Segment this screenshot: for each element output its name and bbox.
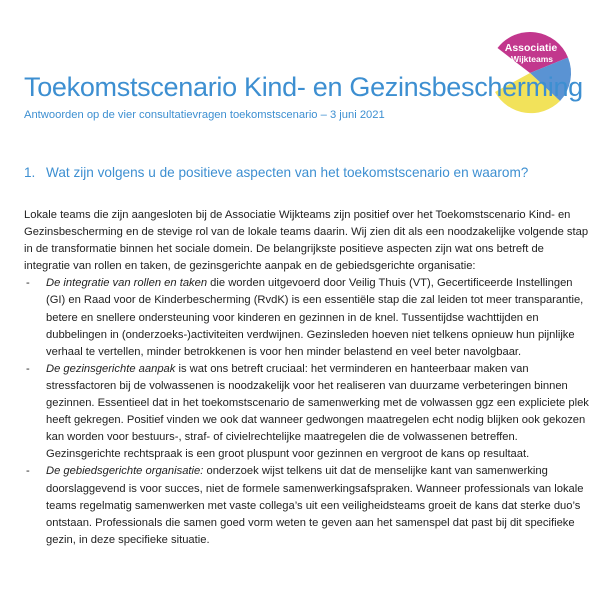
bullet-lead: De gebiedsgerichte organisatie: xyxy=(46,465,204,478)
logo-line-1: Associatie xyxy=(504,42,558,54)
bullet-lead: De gezinsgerichte aanpak xyxy=(46,362,176,375)
section-number: 1. xyxy=(24,165,36,180)
bullet-text: is wat ons betreft cruciaal: het verminderen en hanteerbaar maken van stressfactoren bij de volwassenen is noodzakelijk voor het realiseren van duurzame verbeteringen binnen gezinnen. Essentieel dat in het toekomstscenario de samenwerking met de volwassen ggz een expliciete plek heeft gekregen. Positief vinden we ook dat wanneer gedwongen maatregelen echt nodig blijken ook gekozen kan worden voor bestuurs-, straf- of civielrechtelijke maatregelen die de volwassenen betreffen. Gezinsgerichte rechtspraak is een groot pluspunt voor gezinnen en vergroot de kans op resultaat. xyxy=(46,362,589,461)
list-item xyxy=(24,463,590,548)
bullet-list xyxy=(24,275,590,549)
bullet-text: die worden uitgevoerd door Veilig Thuis (VT), Gecertificeerde Instellingen (GI) en Raad voor de Kinderbescherming (RvdK) is een essentiële stap die zal leiden tot meer transparantie, betere en snellere ondersteuning voor kinderen en gezinnen in de knel. Tussentijdse wachttijden en dubbelingen in (onderzoeks-)activiteiten verdwijnen. Gezinsleden hoeven niet telkens opnieuw hun pijnlijke verhaal te vertellen, minder betrokkenen is voor hen minder belastend en veel beter navolgbaar. xyxy=(46,277,584,358)
bullet-lead: De integratie van rollen en taken xyxy=(46,277,208,290)
section-heading xyxy=(24,165,528,180)
bullet-text: onderzoek wijst telkens uit dat de menselijke kant van samenwerking doorslaggevend is voor succes, niet de formele samenwerkingsafspraken. Wanneer professionals van lokale teams regelmatig samenwerken met vaste collega’s uit een veiligheidsteams groeit de kans dat sterke duo’s ontstaan. Professionals die samen goed vorm weten te geven aan het samenspel dat past bij dit specifieke gezin, in deze specifieke situatie. xyxy=(46,465,584,546)
logo-line-2: Wijkteams xyxy=(511,54,553,64)
document-title: Toekomstscenario Kind- en Gezinsbescherming xyxy=(24,72,583,102)
bullet-dash: - xyxy=(26,465,30,478)
list-item xyxy=(24,275,590,360)
intro-paragraph: Lokale teams die zijn aangesloten bij de Associatie Wijkteams zijn positief over het Toekomstscenario Kind- en Gezinsbescherming en de stevige rol van de lokale teams daarin. Wij zien dit als een noodzakelijke volgende stap in de transformatie binnen het sociale domein. De belangrijkste positieve aspecten zijn wat ons betreft de integratie van rollen en taken, de gezinsgerichte aanpak en de gebiedsgerichte organisatie: xyxy=(24,209,589,273)
list-item xyxy=(24,361,590,464)
section-heading-text: Wat zijn volgens u de positieve aspecten van het toekomstscenario en waarom? xyxy=(46,165,529,180)
document-subtitle: Antwoorden op de vier consultatievragen toekomstscenario – 3 juni 2021 xyxy=(24,109,385,121)
bullet-dash: - xyxy=(26,277,30,290)
body-text xyxy=(24,207,590,549)
bullet-dash: - xyxy=(26,362,30,375)
